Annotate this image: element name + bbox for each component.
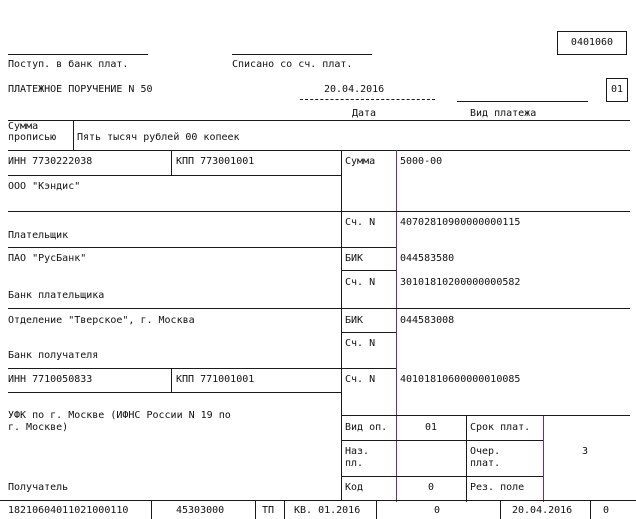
payer-kpp: КПП 773001001 bbox=[176, 156, 255, 167]
col-line-341 bbox=[341, 150, 342, 500]
amount-words-value: Пять тысяч рублей 00 копеек bbox=[77, 132, 240, 143]
ocher-value: 3 bbox=[582, 446, 589, 457]
payer-amount-label: Сумма bbox=[345, 156, 376, 167]
amount-words-label-2: прописью bbox=[8, 132, 57, 143]
payer-bank-account-label: Сч. N bbox=[345, 277, 376, 288]
debited-label: Списано со сч. плат. bbox=[232, 59, 353, 70]
payer-name: ООО "Кэндис" bbox=[8, 181, 81, 192]
vid-op-value: 01 bbox=[424, 422, 438, 433]
ocher-label-1: Очер. bbox=[470, 446, 501, 457]
tax-doc-date: 20.04.2016 bbox=[512, 505, 573, 516]
col-line-543 bbox=[543, 415, 544, 502]
payee-inn-line bbox=[8, 392, 341, 393]
amount-words-divider bbox=[73, 120, 74, 150]
payment-type-line bbox=[457, 101, 588, 102]
payee-inn: ИНН 7710050833 bbox=[8, 374, 93, 385]
naz-label-2: пл. bbox=[345, 458, 364, 469]
payer-bank-name: ПАО "РусБанк" bbox=[8, 253, 87, 264]
amount-words-top-line bbox=[8, 120, 630, 121]
vid-op-label: Вид оп. bbox=[345, 422, 388, 433]
ops-line-2 bbox=[341, 440, 543, 441]
tax-oktmo: 45303000 bbox=[176, 505, 225, 516]
payer-inn-line bbox=[8, 175, 341, 176]
naz-label-1: Наз. bbox=[345, 446, 370, 457]
tax-div-1 bbox=[151, 500, 152, 519]
payee-kpp: КПП 771001001 bbox=[176, 374, 255, 385]
col-line-466 bbox=[466, 415, 467, 502]
payee-name-2: г. Москве) bbox=[8, 422, 69, 433]
payer-label: Плательщик bbox=[8, 230, 69, 241]
tax-div-2 bbox=[255, 500, 256, 519]
tax-basis: ТП bbox=[262, 505, 275, 516]
payee-account-value: 40101810600000010085 bbox=[400, 374, 521, 385]
srok-label: Срок плат. bbox=[470, 422, 531, 433]
col-line-396 bbox=[396, 150, 397, 502]
tax-div-3 bbox=[284, 500, 285, 519]
rez-label: Рез. поле bbox=[470, 482, 525, 493]
payer-bank-label: Банк плательщика bbox=[8, 290, 105, 301]
tax-top-line bbox=[0, 500, 636, 501]
ops-top-line bbox=[341, 415, 630, 416]
payer-bank-bik-line bbox=[341, 270, 396, 271]
date-label: Дата bbox=[352, 108, 377, 119]
tax-div-6 bbox=[590, 500, 591, 519]
tax-div-4 bbox=[376, 500, 377, 519]
received-line bbox=[8, 54, 148, 55]
payer-inn-divider bbox=[171, 150, 172, 175]
amount-words-label-1: Сумма bbox=[8, 121, 39, 132]
payee-bank-label: Банк получателя bbox=[8, 350, 99, 361]
payer-name-line bbox=[8, 211, 630, 212]
received-label: Поступ. в банк плат. bbox=[8, 59, 129, 70]
payer-account-value: 40702810900000000115 bbox=[400, 217, 521, 228]
payee-inn-divider bbox=[171, 368, 172, 392]
payee-account-label: Сч. N bbox=[345, 374, 376, 385]
form-code: 0401060 bbox=[570, 37, 614, 48]
payee-name-1: УФК по г. Москве (ИФНС России N 19 по bbox=[8, 410, 231, 421]
kod-label: Код bbox=[345, 482, 364, 493]
amount-words-bottom-line bbox=[8, 150, 630, 151]
tax-doc-number: 0 bbox=[434, 505, 441, 516]
payer-bank-bik-value: 044583580 bbox=[400, 253, 455, 264]
tax-type: 0 bbox=[603, 505, 610, 516]
payer-bank-bik-label: БИК bbox=[345, 253, 364, 264]
doc-title: ПЛАТЕЖНОЕ ПОРУЧЕНИЕ N 50 bbox=[8, 84, 153, 95]
ocher-label-2: плат. bbox=[470, 458, 501, 469]
payer-amount-value: 5000-00 bbox=[400, 156, 443, 167]
form-code-box bbox=[557, 31, 627, 55]
doc-date: 20.04.2016 bbox=[324, 84, 385, 95]
tax-period: КВ. 01.2016 bbox=[294, 505, 361, 516]
date-line bbox=[300, 99, 435, 100]
kod-value: 0 bbox=[427, 482, 435, 493]
payee-bank-bik-line bbox=[341, 332, 396, 333]
ops-line-3 bbox=[341, 476, 543, 477]
payee-label: Получатель bbox=[8, 482, 69, 493]
tax-div-5 bbox=[500, 500, 501, 519]
payee-bank-bik-label: БИК bbox=[345, 315, 364, 326]
payer-inn: ИНН 7730222038 bbox=[8, 156, 93, 167]
payer-bank-bottom-line bbox=[8, 308, 630, 309]
payer-bottom-line bbox=[8, 247, 396, 248]
payment-type-label: Вид платежа bbox=[470, 108, 537, 119]
payer-account-label: Сч. N bbox=[345, 217, 376, 228]
tax-kbk: 18210604011021000110 bbox=[8, 505, 129, 516]
status-code-box bbox=[606, 78, 628, 102]
payer-bank-account-value: 30101810200000000582 bbox=[400, 277, 521, 288]
payee-bank-name: Отделение "Тверское", г. Москва bbox=[8, 315, 195, 326]
debited-line bbox=[232, 54, 372, 55]
payee-bank-account-label: Сч. N bbox=[345, 338, 376, 349]
status-code: 01 bbox=[610, 84, 624, 95]
payee-bank-bottom-line bbox=[8, 368, 396, 369]
payee-bank-bik-value: 044583008 bbox=[400, 315, 455, 326]
